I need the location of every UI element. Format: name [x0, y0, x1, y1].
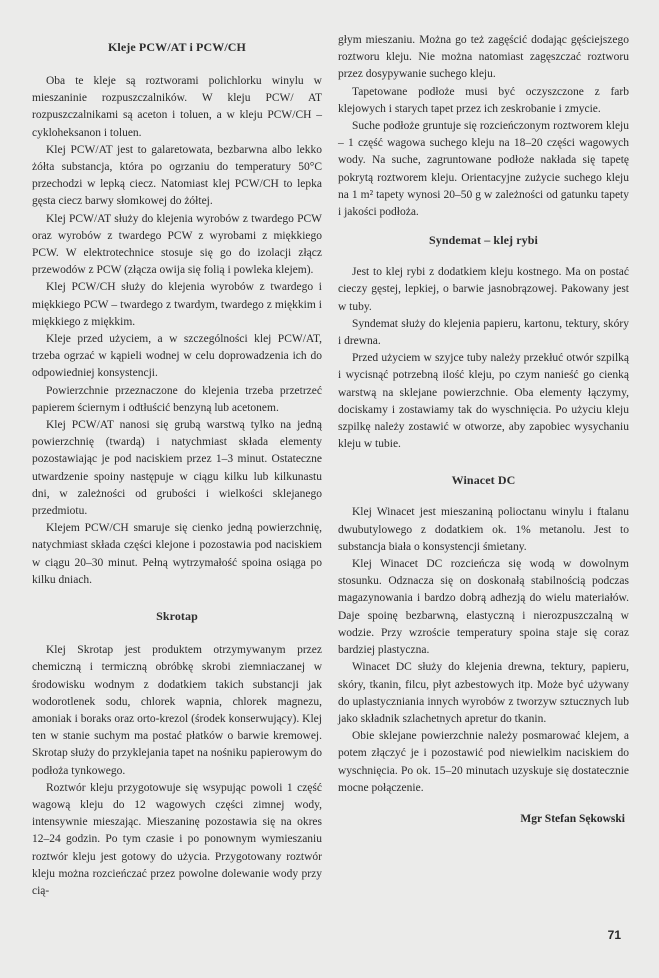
right-column — [338, 32, 629, 900]
author-signature: Mgr Stefan Sękowski — [520, 812, 625, 825]
section-title-winacet: Winacet DC — [451, 473, 516, 488]
paragraph: Klej Skrotap jest produktem otrzymywanym przez chemiczną i termiczną obróbkę skrobi ziemniaczanej w środowisku wodnym z dodatkiem takich substancji jak wodorotlenek sodu, chlorek wapnia, chlorek magnezu, amoniak i boraks oraz orto-krezol (środek konserwujący). Klej ten w stanie suchym ma postać płatków o barwie kremowej. Skrotap służy do przyklejania tapet na nośniku papierowym do podłoża tynkowego. — [32, 644, 322, 777]
two-column-layout — [32, 32, 629, 900]
paragraph: Klej Winacet DC rozcieńcza się wodą w dowolnym stosunku. Odznacza się on doskonałą stabilnością podczas magazynowania i bardzo dobrą adhezją do wielu materiałów. Daje spoinę bezbarwną, elastyczną i nierozpuszczalną w wodzie. Przy wzroście temperatury spoina staje się coraz bardziej plastyczna. — [338, 558, 629, 657]
paragraph: Klej PCW/AT służy do klejenia wyrobów z twardego PCW oraz wyrobów z twardego PCW z wyrobami z miękkiego PCW. W elektrotechnice stosuje się go do izolacji złącz przewodów z PCW (złącza owija się folią i powleka klejem). — [32, 212, 322, 277]
paragraph: Przed użyciem w szyjce tuby należy przekłuć otwór szpilką i wycisnąć potrzebną ilość kleju, po czym nanieść go cienką warstwą na sklejane powierzchnie. Oba elementy łączymy, dociskamy i zostawiamy tak do wyschnięcia. Po użyciu kleju szpilkę należy zostawić w otworze, aby zapobiec wysychaniu kleju w tubie. — [338, 352, 629, 451]
paragraph: Winacet DC służy do klejenia drewna, tektury, papieru, skóry, tkanin, filcu, płyt azbestowych itp. Może być używany do uplastyczniania innych wyrobów z tworzyw sztucznych lub jako składnik szlachetnych apretur do tkanin. — [338, 661, 629, 725]
paragraph: Roztwór kleju przygotowuje się wsypując powoli 1 część wagową kleju do 12 wagowych części zimnej wody, intensywnie mieszając. Mieszaninę pozostawia się na okres 12–24 godzin. Po tym czasie i po ponownym wymieszaniu roztwór kleju jest gotowy do użycia. Przygotowany roztwór kleju można rozcieńczać przez powolne dolewanie wody przy cią- — [32, 781, 322, 897]
section-title-syndemat: Syndemat – klej rybi — [428, 233, 538, 248]
page-number: 71 — [607, 928, 621, 942]
paragraph: Jest to klej rybi z dodatkiem kleju kostnego. Ma on postać cieczy gęstej, lepkiej, o barwie jasnobrązowej. Pakowany jest w tuby. — [338, 266, 629, 313]
paragraph: głym mieszaniu. Można go też zagęścić dodając gęściejszego roztworu kleju. Nie można natomiast zagęszczać roztworu przez dosypywanie suchego kleju. — [338, 34, 629, 81]
paragraph: Syndemat służy do klejenia papieru, kartonu, tektury, skóry i drewna. — [338, 317, 629, 348]
left-column — [32, 32, 322, 900]
paragraph: Klej PCW/AT nanosi się grubą warstwą tylko na jedną powierzchnię (twardą) i natychmiast składa elementy pozostawiając je pod naciskiem przez 1–3 minut. Ostateczne utwardzenie spoiny następuje w ciągu kilku lub kilkunastu dni, w zależności od grubości i wielkości sklejanego przedmiotu. — [32, 419, 322, 518]
section-title-pcw: Kleje PCW/AT i PCW/CH — [108, 40, 246, 54]
paragraph: Obie sklejane powierzchnie należy posmarować klejem, a potem złączyć je i pozostawić pod niewielkim naciskiem do wyschnięcia. Po ok. 15–20 minutach uzyskuje się dostatecznie mocne połączenie. — [338, 730, 629, 794]
paragraph: Powierzchnie przeznaczone do klejenia trzeba przetrzeć papierem ściernym i odtłuścić benzyną lub acetonem. — [32, 384, 322, 414]
paragraph: Klej PCW/AT jest to galaretowata, bezbarwna albo lekko żółta substancja, która po ogrzaniu do temperatury 50°C przechodzi w lepką ciecz. Natomiast klej PCW/CH to lepka gęsta ciecz barwy słomkowej do żółtej. — [32, 143, 322, 208]
paragraph: Klejem PCW/CH smaruje się cienko jedną powierzchnię, natychmiast składa części klejone i pozostawia pod naciskiem w ciągu 20–30 minut. Pełną wytrzymałość spoina osiąga po kilku dniach. — [32, 522, 322, 586]
paragraph: Klej Winacet jest mieszaniną polioctanu winylu i ftalanu dwubutylowego z dodatkiem ok. 1% metanolu. Jest to substancja biała o konsystencji śmietany. — [338, 506, 629, 553]
paragraph: Klej PCW/CH służy do klejenia wyrobów z twardego i miękkiego PCW – twardego z twardym, twardego z miękkim i miękkiego z miękkim. — [32, 281, 322, 328]
paragraph: Oba te kleje są roztworami polichlorku winylu w mieszaninie rozpuszczalników. W kleju PCW/ AT rozpuszczalnikami są aceton i toluen, a w kleju PCW/CH – cykloheksanon i toluen. — [32, 75, 322, 139]
paragraph: Tapetowane podłoże musi być oczyszczone z farb klejowych i starych tapet przez ich zeskrobanie i zmycie. — [338, 85, 629, 115]
paragraph: Kleje przed użyciem, a w szczególności klej PCW/AT, trzeba ogrzać w kąpieli wodnej w celu doprowadzenia ich do odpowiedniej konsystencji. — [32, 333, 322, 380]
paragraph: Suche podłoże gruntuje się rozcieńczonym roztworem kleju – 1 część wagowa suchego kleju na 18–20 części wagowych wody. Na suche, zagruntowane podłoże nakłada się tapetę pokrytą roztworem kleju. Orientacyjne zużycie suchego kleju na 1 m² tapety wynosi 20–50 g w zależności od gatunku tapety i jakości podłoża. — [338, 120, 629, 219]
section-title-skrotap: Skrotap — [156, 609, 198, 624]
